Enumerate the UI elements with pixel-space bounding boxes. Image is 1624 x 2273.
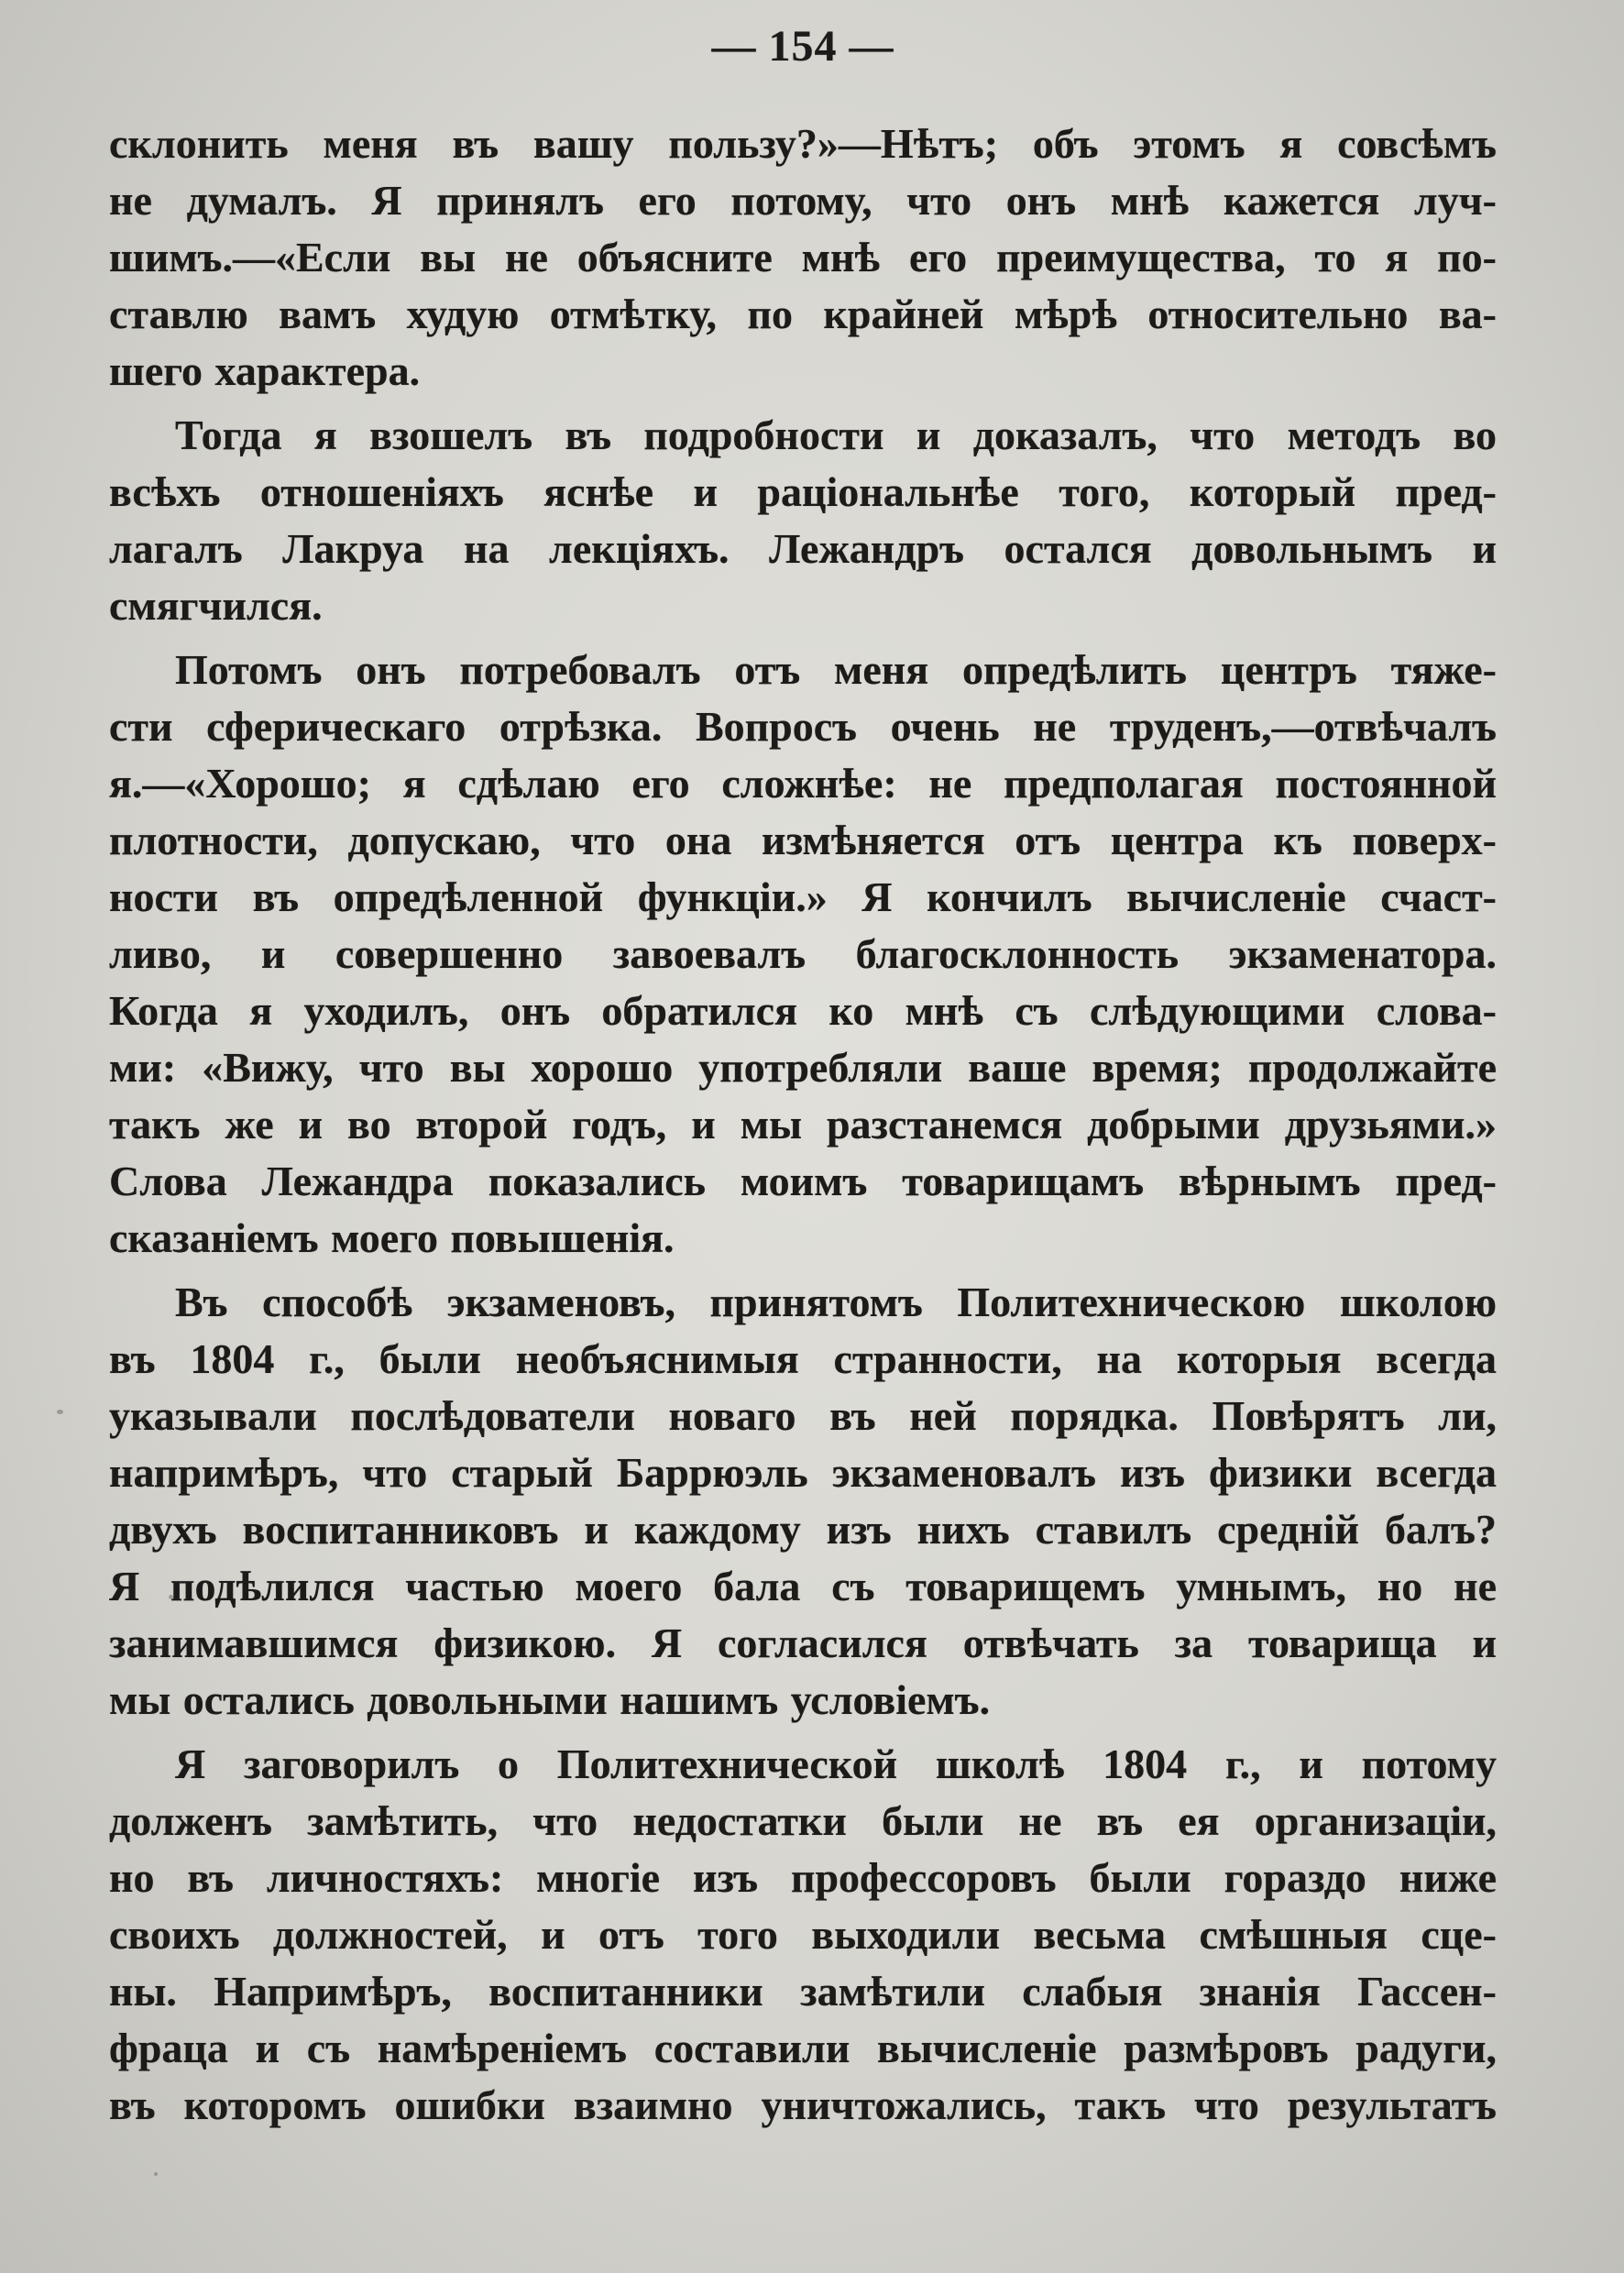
text-line: ны. Напримѣръ, воспитанники замѣтили слабыя знанія Гассен- bbox=[109, 1968, 1497, 2015]
text-line: двухъ воспитанниковъ и каждому изъ нихъ ставилъ средній балъ? bbox=[109, 1506, 1497, 1553]
text-line: мы остались довольными нашимъ условіемъ. bbox=[109, 1676, 991, 1723]
text-line: Когда я уходилъ, онъ обратился ко мнѣ съ слѣдующими слова- bbox=[109, 987, 1497, 1034]
text-line: лагалъ Лакруа на лекціяхъ. Лежандръ остался довольнымъ и bbox=[109, 525, 1497, 572]
text-line: не думалъ. Я принялъ его потому, что онъ мнѣ кажется луч- bbox=[109, 177, 1497, 224]
text-line: склонить меня въ вашу пользу?»—Нѣтъ; объ этомъ я совсѣмъ bbox=[109, 120, 1497, 167]
ink-speck bbox=[57, 1410, 63, 1414]
text-line: плотности, допускаю, что она измѣняется отъ центра къ поверх- bbox=[109, 817, 1497, 863]
text-line: я.—«Хорошо; я сдѣлаю его сложнѣе: не предполагая постоянной bbox=[109, 760, 1497, 807]
text-line: такъ же и во второй годъ, и мы разстанемся добрыми друзьями.» bbox=[109, 1101, 1497, 1147]
paragraph bbox=[109, 1736, 1497, 2134]
paragraph bbox=[109, 1274, 1497, 1729]
text-line: долженъ замѣтить, что недостатки были не въ ея организаціи, bbox=[109, 1797, 1497, 1844]
text-line: своихъ должностей, и отъ того выходили весьма смѣшныя сце- bbox=[109, 1911, 1497, 1958]
text-line: всѣхъ отношеніяхъ яснѣе и раціональнѣе того, который пред- bbox=[109, 468, 1497, 515]
text-line: Я заговорилъ о Политехнической школѣ 1804 г., и потому bbox=[175, 1740, 1497, 1787]
page-number: — 154 — bbox=[711, 22, 894, 71]
paragraph bbox=[109, 115, 1497, 400]
text-line: Въ способѣ экзаменовъ, принятомъ Политехническою школою bbox=[175, 1279, 1497, 1325]
text-line: въ 1804 г., были необъяснимыя странности, на которыя всегда bbox=[109, 1335, 1497, 1382]
text-line: Слова Лежандра показались моимъ товарищамъ вѣрнымъ пред- bbox=[109, 1158, 1497, 1204]
text-line: напримѣръ, что старый Баррюэль экзаменовалъ изъ физики всегда bbox=[109, 1449, 1497, 1496]
text-line: ности въ опредѣленной функціи.» Я кончилъ вычисленіе счаст- bbox=[109, 873, 1497, 920]
text-line: ставлю вамъ худую отмѣтку, по крайней мѣрѣ относительно ва- bbox=[109, 291, 1497, 337]
text-line: Потомъ онъ потребовалъ отъ меня опредѣлить центръ тяже- bbox=[175, 646, 1497, 693]
paragraph bbox=[109, 642, 1497, 1267]
text-line: Тогда я взошелъ въ подробности и доказалъ, что методъ во bbox=[175, 412, 1497, 458]
text-line: указывали послѣдователи новаго въ ней порядка. Повѣрятъ ли, bbox=[109, 1392, 1497, 1439]
text-line: шимъ.—«Если вы не объясните мнѣ его преимущества, то я по- bbox=[109, 234, 1497, 280]
text-line: ливо, и совершенно завоевалъ благосклонность экзаменатора. bbox=[109, 930, 1497, 977]
text-line: но въ личностяхъ: многіе изъ профессоровъ были гораздо ниже bbox=[109, 1854, 1497, 1901]
text-line: Я подѣлился частью моего бала съ товарищемъ умнымъ, но не bbox=[109, 1563, 1497, 1609]
ink-speck bbox=[154, 2172, 158, 2176]
body-text bbox=[109, 115, 1497, 2141]
text-line: ми: «Вижу, что вы хорошо употребляли ваше время; продолжайте bbox=[109, 1044, 1497, 1091]
text-line: сказаніемъ моего повышенія. bbox=[109, 1214, 675, 1261]
ink-speck bbox=[169, 1595, 173, 1599]
text-line: смягчился. bbox=[109, 582, 323, 629]
text-line: фраца и съ намѣреніемъ составили вычисленіе размѣровъ радуги, bbox=[109, 2025, 1497, 2071]
paragraph bbox=[109, 407, 1497, 634]
text-line: занимавшимся физикою. Я согласился отвѣчать за товарища и bbox=[109, 1620, 1497, 1666]
text-line: сти сферическаго отрѣзка. Вопросъ очень не труденъ,—отвѣчалъ bbox=[109, 703, 1497, 750]
text-line: въ которомъ ошибки взаимно уничтожались, такъ что результатъ bbox=[109, 2081, 1497, 2128]
text-line: шего характера. bbox=[109, 347, 421, 394]
